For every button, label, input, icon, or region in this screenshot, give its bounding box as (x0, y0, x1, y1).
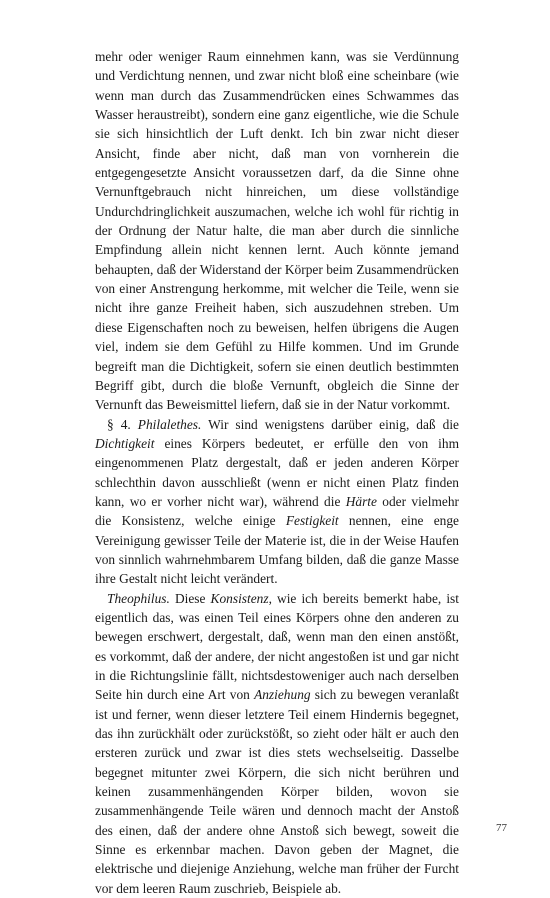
term-haerte: Härte (345, 493, 377, 509)
speaker-philalethes: Philalethes. (137, 416, 202, 432)
paragraph-2-text-c: oder vielmehr die Konsistenz, welche einige (95, 493, 459, 529)
term-anziehung: Anziehung (254, 687, 311, 703)
paragraph-1-text: mehr oder weniger Raum einnehmen kann, was sie Verdünnung und Verdichtung nennen, und zwar nicht bloß eine scheinbare (wie wenn man durch das Zusammendrücken eines Schwammes das Wasser heraustreibt), sondern eine ganz eigentliche, wie die Schule sie sich hinsichtlich der Luft denkt. Ich bin zwar nicht dieser Ansicht, finde aber nicht, daß man von vornherein die entgegengesetzte Ansicht voraussetzen darf, da die Sinne ohne Vernunftgebrauch nicht hinreichen, um diese vollständige Undurchdringlichkeit auszumachen, welche ich wohl für richtig in der Ordnung der Natur halte, die man aber durch die sinnliche Empfindung allein nicht kennen lernt. Auch könnte jemand behaupten, daß der Widerstand der Körper beim Zusammendrücken von einer Anstrengung herkomme, mit welcher die Teile, wenn sie nicht ihre ganze Freiheit haben, sich auszudehnen streben. Um diese Eigenschaften noch zu beweisen, helfen übrigens die Augen viel, indem sie dem Gefühl zu Hilfe kommen. Und im Grunde begreift man die Dichtigkeit, sofern sie einen deutlich bestimmten Begriff gibt, durch die bloße Vernunft, obgleich die Sinne der Vernunft das Beweismittel liefern, daß sie in der Natur vorkommt. (95, 49, 459, 413)
term-dichtigkeit: Dichtigkeit (95, 435, 155, 451)
paragraph-2 (95, 415, 459, 589)
paragraph-2-text-b: eines Körpers bedeutet, er erfülle den von ihm eingenommenen Platz dergestalt, daß er jeden anderen Körper schlechthin davon ausschließt (wenn er nicht einen Platz finden kann, wo er vorher nicht war), während die (95, 435, 459, 509)
paragraph-2-text-d: nennen, eine enge Vereinigung gewisser Teile der Materie ist, die in der Weise Haufen von sinnlich wahrnehmbarem Umfang bilden, daß die ganze Masse ihre Gestalt nicht leicht verändert. (95, 513, 459, 587)
paragraph-2-text-a: Wir sind wenigstens darüber einig, daß die (201, 416, 459, 432)
page-body (95, 47, 459, 898)
term-konsistenz: Konsistenz (210, 590, 269, 606)
paragraph-3-text-b: , wie ich bereits bemerkt habe, ist eigentlich das, was einen Teil eines Körpers ohne den anderen zu bewegen erschwert, dergestalt, daß, wenn man den einen anstößt, es vorkommt, daß der andere, der nicht angestoßen ist und gar nicht in die Richtungslinie fällt, nichtsdestoweniger auch nach derselben Seite hin durch eine Art von (95, 590, 459, 703)
paragraph-1 (95, 47, 459, 415)
paragraph-3 (95, 589, 459, 898)
speaker-theophilus: Theophilus. (107, 590, 170, 606)
section-marker: § 4. (107, 416, 138, 432)
page-number: 77 (496, 822, 507, 834)
paragraph-3-text-a: Diese (169, 590, 211, 606)
term-festigkeit: Festigkeit (285, 513, 339, 529)
paragraph-3-text-c: sich zu bewegen veranlaßt ist und ferner, wenn dieser letztere Teil einem Hindernis begegnet, das ihn zurückhält oder zurückstößt, so zieht oder hält er auch den ersteren zurück und zwar ist dies stets wechselseitig. Dasselbe begegnet mitunter zwei Körpern, die sich nicht berühren und keinen zusammenhängenden Körper bilden, wovon sie zusammenhängende Teile wären und dennoch macht der Anstoß des einen, daß der andere ohne Anstoß sich bewegt, soweit die Sinne es erkennbar machen. Davon geben der Magnet, die elektrische und diejenige Anziehung, welche man früher der Furcht vor dem leeren Raum zuschrieb, Beispiele ab. (95, 687, 459, 896)
